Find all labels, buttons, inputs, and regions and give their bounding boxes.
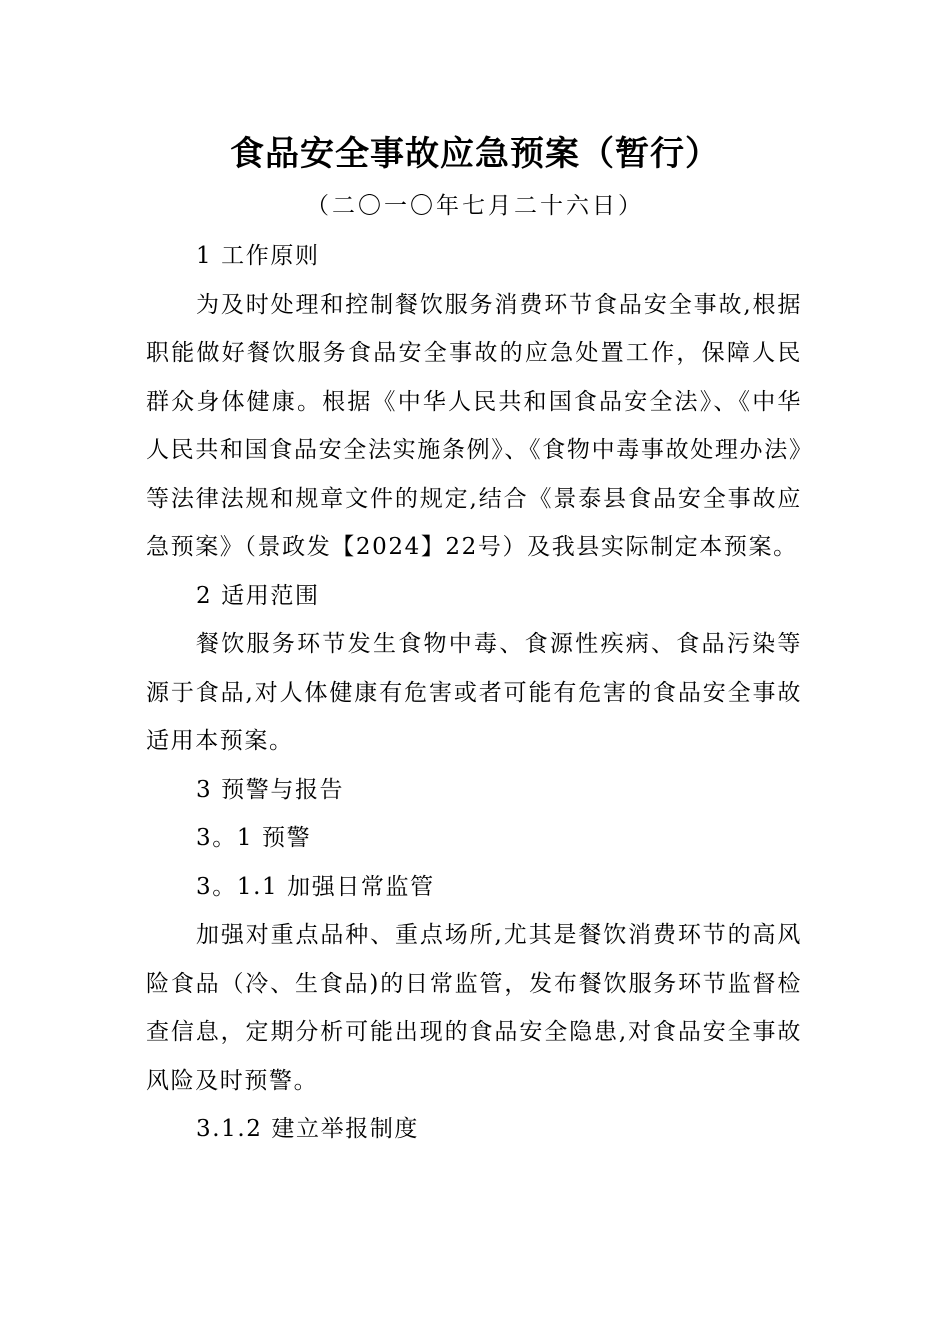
paragraph-daily-supervision: 加强对重点品种、重点场所,尤其是餐饮消费环节的高风险食品（冷、生食品)的日常监管，发布餐饮服务环节监督检查信息，定期分析可能出现的食品安全隐患,对食品安全事故风险及时预警。	[146, 922, 802, 1094]
section-heading-3: 3 预警与报告	[196, 776, 345, 803]
document-body	[146, 232, 802, 1154]
document-title: 食品安全事故应急预案（暂行）	[230, 134, 720, 174]
paragraph-principles: 为及时处理和控制餐饮服务消费环节食品安全事故,根据职能做好餐饮服务食品安全事故的应急处置工作，保障人民群众身体健康。根据《中华人民共和国食品安全法》、《中华人民共和国食品安全法实施条例》、《食物中毒事故处理办法》等法律法规和规章文件的规定,结合《景泰县食品安全事故应急预案》（景政发【2024】22号）及我县实际制定本预案。	[146, 291, 802, 560]
section-heading-1: 1 工作原则	[196, 243, 320, 269]
document-date: （二〇一〇年七月二十六日）	[306, 193, 644, 219]
section-heading-3-1-2: 3.1.2 建立举报制度	[196, 1116, 420, 1142]
section-heading-3-1-1: 3。1.1 加强日常监管	[196, 873, 435, 900]
section-heading-3-1: 3。1 预警	[196, 825, 312, 851]
section-heading-2: 2 适用范围	[196, 582, 320, 609]
paragraph-scope: 餐饮服务环节发生食物中毒、食源性疾病、食品污染等源于食品,对人体健康有危害或者可能有危害的食品安全事故适用本预案。	[146, 631, 802, 754]
